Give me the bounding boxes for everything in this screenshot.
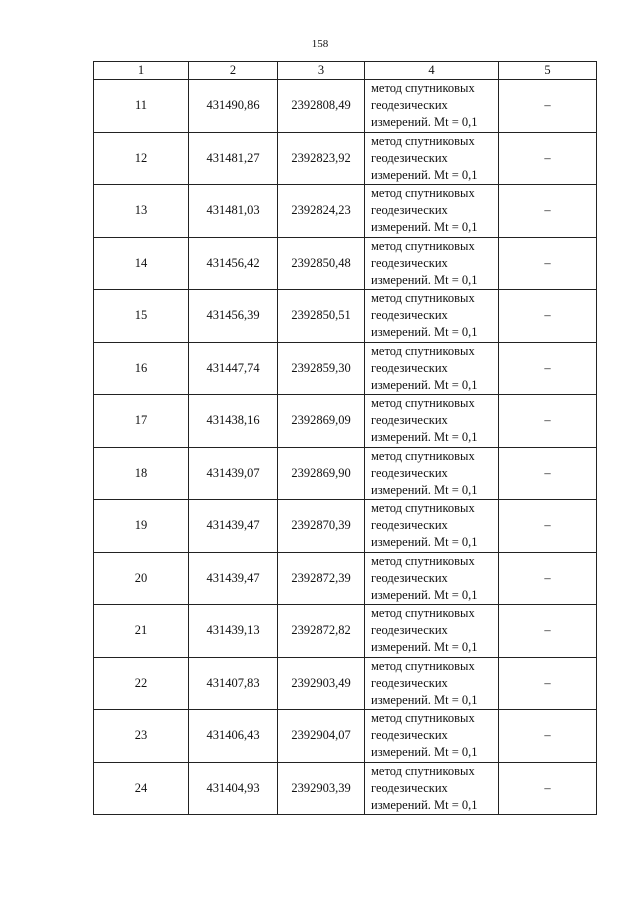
coordinate-x-cell: 431439,47: [189, 552, 278, 605]
method-text-line: измерений. Mt = 0,1: [371, 745, 478, 760]
point-number-cell: 11: [94, 80, 189, 133]
method-text-line: метод спутниковых: [371, 81, 475, 96]
note-cell: –: [499, 500, 597, 553]
table-row: [94, 657, 597, 710]
method-cell: [365, 657, 499, 710]
method-text-line: метод спутниковых: [371, 238, 475, 253]
coordinate-y-cell: 2392872,82: [278, 605, 365, 658]
method-text-line: измерений. Mt = 0,1: [371, 115, 478, 130]
table-row: [94, 132, 597, 185]
column-header: 4: [365, 62, 499, 80]
point-number-cell: 16: [94, 342, 189, 395]
coordinate-x-cell: 431406,43: [189, 710, 278, 763]
method-text-line: измерений. Mt = 0,1: [371, 325, 478, 340]
coordinate-y-cell: 2392903,49: [278, 657, 365, 710]
method-text-line: геодезических: [371, 675, 448, 690]
coordinate-y-cell: 2392850,48: [278, 237, 365, 290]
coordinate-x-cell: 431439,13: [189, 605, 278, 658]
table-header-row: [94, 62, 597, 80]
method-text-line: метод спутниковых: [371, 553, 475, 568]
table-row: [94, 762, 597, 815]
column-header: 2: [189, 62, 278, 80]
note-cell: –: [499, 762, 597, 815]
method-text-line: геодезических: [371, 728, 448, 743]
table-row: [94, 342, 597, 395]
point-number-cell: 13: [94, 185, 189, 238]
method-text-line: метод спутниковых: [371, 133, 475, 148]
coordinate-x-cell: 431456,42: [189, 237, 278, 290]
method-cell: [365, 237, 499, 290]
method-text-line: геодезических: [371, 203, 448, 218]
method-text-line: измерений. Mt = 0,1: [371, 797, 478, 812]
coordinate-y-cell: 2392808,49: [278, 80, 365, 133]
table-row: [94, 290, 597, 343]
coordinate-x-cell: 431447,74: [189, 342, 278, 395]
note-cell: –: [499, 657, 597, 710]
note-cell: –: [499, 447, 597, 500]
method-text-line: метод спутниковых: [371, 186, 475, 201]
point-number-cell: 23: [94, 710, 189, 763]
table-row: [94, 447, 597, 500]
method-text-line: измерений. Mt = 0,1: [371, 640, 478, 655]
method-text-line: метод спутниковых: [371, 396, 475, 411]
table-row: [94, 605, 597, 658]
method-text-line: геодезических: [371, 623, 448, 638]
method-text-line: геодезических: [371, 150, 448, 165]
point-number-cell: 19: [94, 500, 189, 553]
point-number-cell: 20: [94, 552, 189, 605]
column-header: 5: [499, 62, 597, 80]
coordinate-y-cell: 2392872,39: [278, 552, 365, 605]
method-text-line: измерений. Mt = 0,1: [371, 535, 478, 550]
method-text-line: измерений. Mt = 0,1: [371, 220, 478, 235]
coordinate-x-cell: 431490,86: [189, 80, 278, 133]
method-text-line: метод спутниковых: [371, 711, 475, 726]
coordinate-x-cell: 431439,47: [189, 500, 278, 553]
method-text-line: метод спутниковых: [371, 343, 475, 358]
note-cell: –: [499, 80, 597, 133]
method-text-line: геодезических: [371, 518, 448, 533]
method-text-line: геодезических: [371, 255, 448, 270]
method-text-line: метод спутниковых: [371, 501, 475, 516]
method-cell: [365, 500, 499, 553]
note-cell: –: [499, 605, 597, 658]
method-text-line: метод спутниковых: [371, 448, 475, 463]
coordinates-table: [93, 61, 597, 815]
table-row: [94, 500, 597, 553]
table-row: [94, 185, 597, 238]
method-cell: [365, 447, 499, 500]
method-cell: [365, 395, 499, 448]
coordinate-x-cell: 431438,16: [189, 395, 278, 448]
method-text-line: измерений. Mt = 0,1: [371, 482, 478, 497]
method-cell: [365, 80, 499, 133]
method-text-line: метод спутниковых: [371, 658, 475, 673]
method-text-line: геодезических: [371, 780, 448, 795]
coordinate-x-cell: 431481,03: [189, 185, 278, 238]
note-cell: –: [499, 710, 597, 763]
table-row: [94, 552, 597, 605]
note-cell: –: [499, 552, 597, 605]
coordinate-x-cell: 431407,83: [189, 657, 278, 710]
note-cell: –: [499, 342, 597, 395]
coordinate-x-cell: 431404,93: [189, 762, 278, 815]
note-cell: –: [499, 132, 597, 185]
point-number-cell: 22: [94, 657, 189, 710]
coordinate-y-cell: 2392823,92: [278, 132, 365, 185]
column-header: 3: [278, 62, 365, 80]
note-cell: –: [499, 185, 597, 238]
coordinate-x-cell: 431456,39: [189, 290, 278, 343]
method-text-line: геодезических: [371, 98, 448, 113]
method-text-line: метод спутниковых: [371, 606, 475, 621]
method-text-line: измерений. Mt = 0,1: [371, 692, 478, 707]
table-row: [94, 237, 597, 290]
method-text-line: геодезических: [371, 465, 448, 480]
method-cell: [365, 710, 499, 763]
method-text-line: геодезических: [371, 570, 448, 585]
method-text-line: метод спутниковых: [371, 763, 475, 778]
table-row: [94, 80, 597, 133]
coordinate-y-cell: 2392870,39: [278, 500, 365, 553]
table-row: [94, 395, 597, 448]
point-number-cell: 24: [94, 762, 189, 815]
coordinate-x-cell: 431481,27: [189, 132, 278, 185]
method-text-line: измерений. Mt = 0,1: [371, 377, 478, 392]
page-number: 158: [311, 38, 329, 50]
point-number-cell: 18: [94, 447, 189, 500]
coordinate-x-cell: 431439,07: [189, 447, 278, 500]
method-cell: [365, 185, 499, 238]
method-text-line: измерений. Mt = 0,1: [371, 167, 478, 182]
point-number-cell: 17: [94, 395, 189, 448]
coordinate-y-cell: 2392859,30: [278, 342, 365, 395]
point-number-cell: 12: [94, 132, 189, 185]
method-text-line: геодезических: [371, 360, 448, 375]
coordinate-y-cell: 2392869,09: [278, 395, 365, 448]
note-cell: –: [499, 237, 597, 290]
method-cell: [365, 552, 499, 605]
method-cell: [365, 132, 499, 185]
method-cell: [365, 762, 499, 815]
method-text-line: измерений. Mt = 0,1: [371, 272, 478, 287]
coordinate-y-cell: 2392869,90: [278, 447, 365, 500]
point-number-cell: 14: [94, 237, 189, 290]
method-cell: [365, 290, 499, 343]
table-body: [94, 80, 597, 815]
method-text-line: геодезических: [371, 413, 448, 428]
method-text-line: геодезических: [371, 308, 448, 323]
note-cell: –: [499, 395, 597, 448]
table-row: [94, 710, 597, 763]
point-number-cell: 21: [94, 605, 189, 658]
method-text-line: измерений. Mt = 0,1: [371, 587, 478, 602]
column-header: 1: [94, 62, 189, 80]
method-text-line: измерений. Mt = 0,1: [371, 430, 478, 445]
coordinate-y-cell: 2392850,51: [278, 290, 365, 343]
method-text-line: метод спутниковых: [371, 291, 475, 306]
method-cell: [365, 605, 499, 658]
note-cell: –: [499, 290, 597, 343]
method-cell: [365, 342, 499, 395]
coordinate-y-cell: 2392904,07: [278, 710, 365, 763]
coordinate-y-cell: 2392903,39: [278, 762, 365, 815]
coordinate-y-cell: 2392824,23: [278, 185, 365, 238]
point-number-cell: 15: [94, 290, 189, 343]
